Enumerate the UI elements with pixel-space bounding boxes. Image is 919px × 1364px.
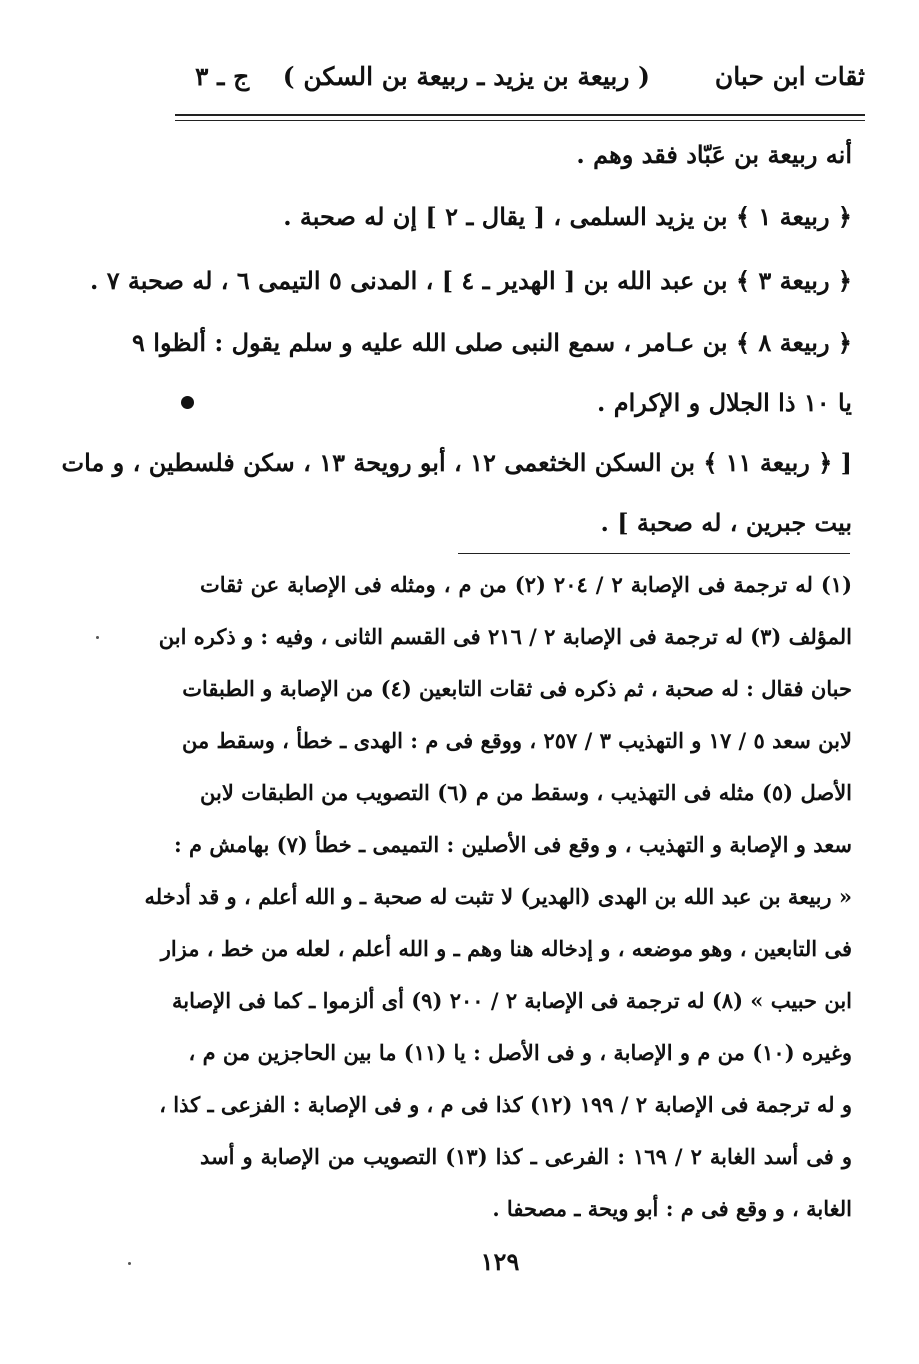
footnote-line: الغابة ، و وقع فى م : أبو ويحة ـ مصحفا . [492, 1196, 852, 1221]
footnote-line: و له ترجمة فى الإصابة ٢ / ١٩٩ (١٢) كذا فى م ، و فى الإصابة : الفزعى ـ كذا ، [159, 1092, 852, 1117]
body-line: ﴿ ربيعة ٨ ﴾ بن عـامر ، سمع النبى صلى الله عليه و سلم يقول : ألظوا ٩ [132, 328, 852, 357]
footnote-line: المؤلف (٣) له ترجمة فى الإصابة ٢ / ٢١٦ فى القسم الثانى ، وفيه : و ذكره ابن [158, 624, 852, 649]
body-line: ﴿ ربيعة ٣ ﴾ بن عبد الله بن [ الهدير ـ ٤ ] ، المدنى ٥ التيمى ٦ ، له صحبة ٧ . [89, 266, 852, 295]
volume-label: ج ـ ٣ [195, 62, 250, 91]
section-title: ( ربيعة بن يزيد ـ ربيعة بن السكن ) [282, 62, 650, 91]
book-title: ثقات ابن حبان [714, 62, 865, 91]
header-rule-thick [175, 114, 865, 116]
footnote-line: سعد و الإصابة و التهذيب ، و وقع فى الأصلين : التميمى ـ خطأ (٧) بهامش م : [173, 832, 852, 857]
running-header [175, 62, 865, 106]
body-line: ﴿ ربيعة ١ ﴾ بن يزيد السلمى ، [ يقال ـ ٢ ] إن له صحبة . [283, 202, 852, 231]
footnote-line: لابن سعد ٥ / ١٧ و التهذيب ٣ / ٢٥٧ ، ووقع فى م : الهدى ـ خطأ ، وسقط من [182, 728, 852, 753]
body-line: [ ﴿ ربيعة ١١ ﴾ بن السكن الخثعمى ١٢ ، أبو رويحة ١٣ ، سكن فلسطين ، و مات [61, 448, 852, 477]
footnote-line: وغيره (١٠) من م و الإصابة ، و فى الأصل : يا (١١) ما بين الحاجزين من م ، [188, 1040, 852, 1065]
footnote-line: و فى أسد الغابة ٢ / ١٦٩ : الفرعى ـ كذا (١٣) التصويب من الإصابة و أسد [200, 1144, 853, 1169]
footnote-line: « ربيعة بن عبد الله بن الهدى (الهدير) لا تثبت له صحبة ـ و الله أعلم ، و قد أدخله [144, 884, 852, 909]
body-line: بيت جبرين ، له صحبة ] . [600, 508, 852, 537]
body-line: يا ١٠ ذا الجلال و الإكرام . [597, 388, 852, 417]
margin-dot [181, 396, 194, 409]
footnote-separator [458, 553, 850, 554]
body-line: أنه ربيعة بن عَبّاد فقد وهم . [576, 140, 852, 169]
footnote-line: فى التابعين ، وهو موضعه ، و إدخاله هنا وهم ـ و الله أعلم ، لعله من خط ، مزار [160, 936, 852, 961]
footnote-line: حبان فقال : له صحبة ، ثم ذكره فى ثقات التابعين (٤) من الإصابة و الطبقات [182, 676, 852, 701]
header-rule-thin [175, 120, 865, 121]
footnote-line: الأصل (٥) مثله فى التهذيب ، وسقط من م (٦) التصويب من الطبقات لابن [200, 780, 853, 805]
footnote-line: (١) له ترجمة فى الإصابة ٢ / ٢٠٤ (٢) من م ، ومثله فى الإصابة عن ثقات [200, 572, 853, 597]
footnote-line: ابن حبيب » (٨) له ترجمة فى الإصابة ٢ / ٢٠٠ (٩) أى ألزموا ـ كما فى الإصابة [171, 988, 852, 1013]
scan-speck [96, 636, 99, 639]
page-number: ١٢٩ [480, 1247, 520, 1276]
scan-speck [128, 1262, 131, 1265]
